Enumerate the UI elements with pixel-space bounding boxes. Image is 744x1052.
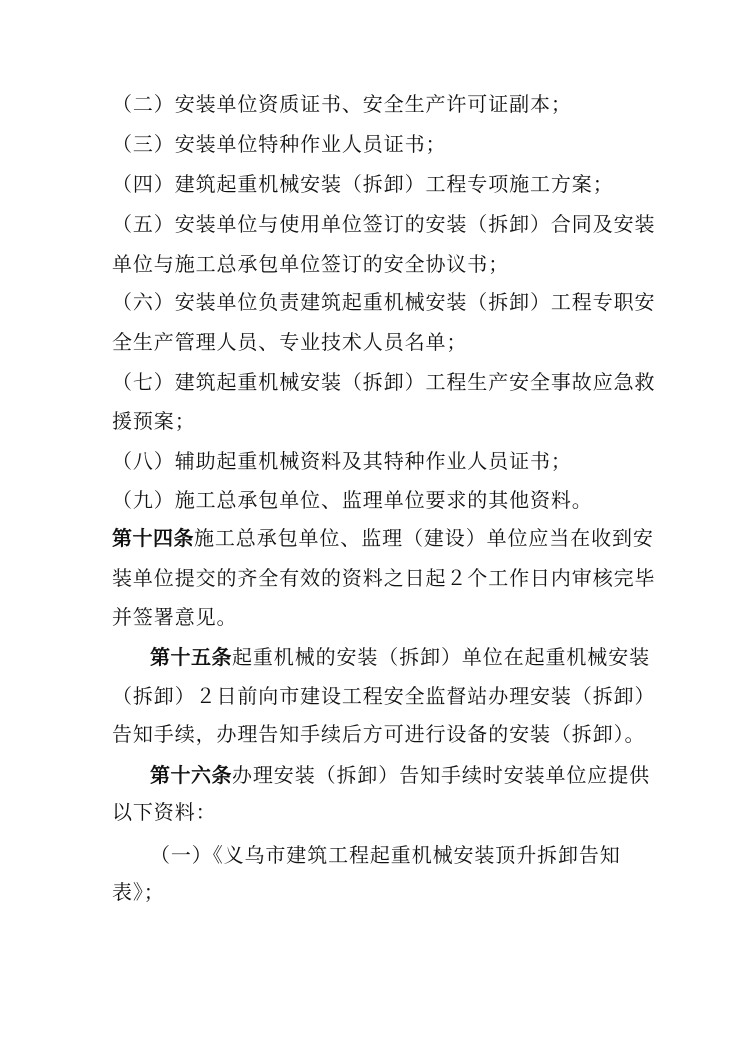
item-9: （九）施工总承包单位、监理单位要求的其他资料。: [112, 488, 593, 512]
item-8: （八）辅助起重机械资料及其特种作业人员证书；: [112, 449, 572, 473]
article-16-item-1-cont: 表》；: [112, 880, 165, 904]
item-2: （二）安装单位资质证书、安全生产许可证副本；: [112, 92, 572, 116]
item-5-cont: 单位与施工总承包单位签订的安全协议书；: [112, 252, 510, 276]
article-16-cont: 以下资料：: [112, 800, 217, 824]
article-15-text: 起重机械的安装（拆卸）单位在起重机械安装: [232, 645, 650, 669]
article-16-item-1: （一）《义乌市建筑工程起重机械安装顶升拆卸告知: [150, 843, 621, 867]
article-15: [150, 645, 690, 669]
article-15-cont-1: （拆卸）２日前向市建设工程安全监督站办理安装（拆卸）: [112, 684, 656, 708]
item-7-cont: 援预案；: [112, 409, 196, 433]
item-3: （三）安装单位特种作业人员证书；: [112, 132, 447, 156]
item-6: （六）安装单位负责建筑起重机械安装（拆卸）工程专职安: [112, 290, 656, 314]
article-14-cont-2: 并签署意见。: [112, 605, 238, 629]
article-16-text: 办理安装（拆卸）告知手续时安装单位应提供: [232, 763, 650, 787]
item-5: （五）安装单位与使用单位签订的安装（拆卸）合同及安装: [112, 212, 656, 236]
article-14: [112, 526, 652, 550]
item-6-cont: 全生产管理人员、专业技术人员名单；: [112, 330, 468, 354]
article-15-cont-2: 告知手续，办理告知手续后方可进行设备的安装（拆卸）。: [112, 722, 646, 746]
article-16-heading: 第十六条: [150, 763, 232, 787]
article-16: [150, 763, 690, 787]
item-7: （七）建筑起重机械安装（拆卸）工程生产安全事故应急救: [112, 370, 656, 394]
article-14-heading: 第十四条: [112, 526, 194, 550]
article-15-heading: 第十五条: [150, 645, 232, 669]
article-14-cont-1: 装单位提交的齐全有效的资料之日起２个工作日内审核完毕: [112, 566, 656, 590]
item-4: （四）建筑起重机械安装（拆卸）工程专项施工方案；: [112, 172, 614, 196]
article-14-text: 施工总承包单位、监理（建设）单位应当在收到安: [194, 526, 654, 550]
